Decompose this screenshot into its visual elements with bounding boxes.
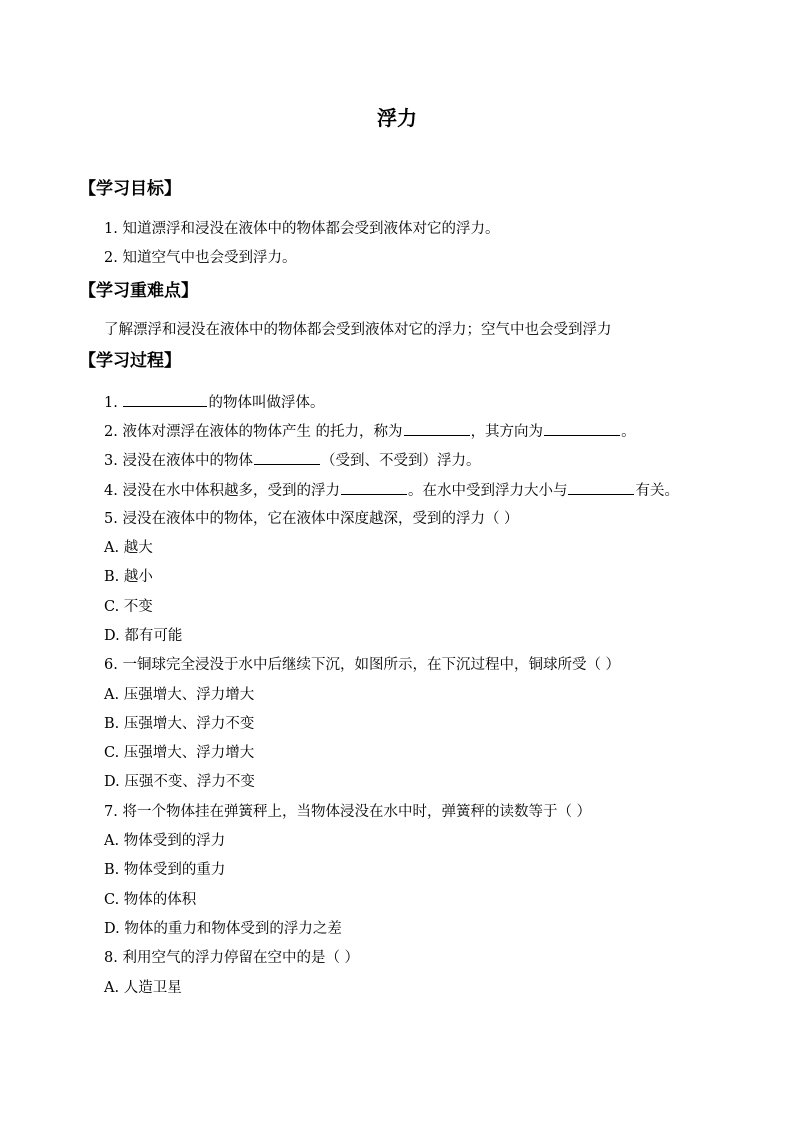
question-8: 8. 利用空气的浮力停留在空中的是（ ） [104, 950, 360, 966]
section-heading-process: 【学习过程】 [79, 351, 181, 371]
option-a[interactable]: A. 越大 [104, 540, 153, 556]
option-c[interactable]: C. 物体的体积 [104, 892, 197, 908]
question-3 [104, 450, 480, 471]
fill-blank[interactable] [404, 421, 470, 436]
question-4 [104, 480, 679, 501]
question-text: 有关。 [635, 483, 679, 499]
question-text: 2. 液体对漂浮在液体的物体产生 的托力，称为 [104, 424, 403, 440]
question-text: 3. 浸没在液体中的物体 [104, 453, 253, 469]
fill-blank[interactable] [544, 421, 620, 436]
option-b[interactable]: B. 越小 [104, 569, 153, 585]
option-c[interactable]: C. 压强增大、浮力增大 [104, 745, 255, 761]
section-heading-objectives: 【学习目标】 [79, 179, 181, 199]
option-a[interactable]: A. 人造卫星 [104, 980, 182, 996]
option-a[interactable]: A. 压强增大、浮力增大 [104, 687, 255, 703]
fill-blank[interactable] [123, 392, 207, 407]
option-b[interactable]: B. 压强增大、浮力不变 [104, 716, 255, 732]
fill-blank[interactable] [341, 480, 407, 495]
question-2 [104, 421, 636, 442]
option-d[interactable]: D. 压强不变、浮力不变 [104, 774, 255, 790]
question-text: ，其方向为 [470, 424, 544, 440]
question-number: 1. [104, 395, 118, 411]
question-text: 。 [621, 424, 636, 440]
fill-blank[interactable] [254, 450, 320, 465]
question-6: 6. 一铜球完全浸没于水中后继续下沉，如图所示，在下沉过程中，铜球所受（ ） [104, 657, 621, 673]
question-7: 7. 将一个物体挂在弹簧秤上，当物体浸没在水中时，弹簧秤的读数等于（ ） [104, 804, 592, 820]
question-text: 4. 浸没在水中体积越多，受到的浮力 [104, 483, 340, 499]
keypoints-text: 了解漂浮和浸没在液体中的物体都会受到液体对它的浮力；空气中也会受到浮力 [104, 322, 612, 338]
page-title: 浮力 [377, 106, 417, 130]
objective-item: 1. 知道漂浮和浸没在液体中的物体都会受到液体对它的浮力。 [104, 221, 500, 237]
option-d[interactable]: D. 都有可能 [104, 628, 183, 644]
option-b[interactable]: B. 物体受到的重力 [104, 862, 226, 878]
question-text: 。在水中受到浮力大小与 [407, 483, 568, 499]
objective-item: 2. 知道空气中也会受到浮力。 [104, 250, 297, 266]
question-1 [104, 392, 324, 413]
fill-blank[interactable] [568, 480, 634, 495]
option-d[interactable]: D. 物体的重力和物体受到的浮力之差 [104, 921, 342, 937]
question-5: 5. 浸没在液体中的物体，它在液体中深度越深，受到的浮力（ ） [104, 511, 519, 527]
option-c[interactable]: C. 不变 [104, 599, 153, 615]
section-heading-keypoints: 【学习重难点】 [79, 281, 198, 301]
option-a[interactable]: A. 物体受到的浮力 [104, 833, 226, 849]
question-text: （受到、不受到）浮力。 [320, 453, 481, 469]
question-text: 的物体叫做浮体。 [208, 395, 325, 411]
